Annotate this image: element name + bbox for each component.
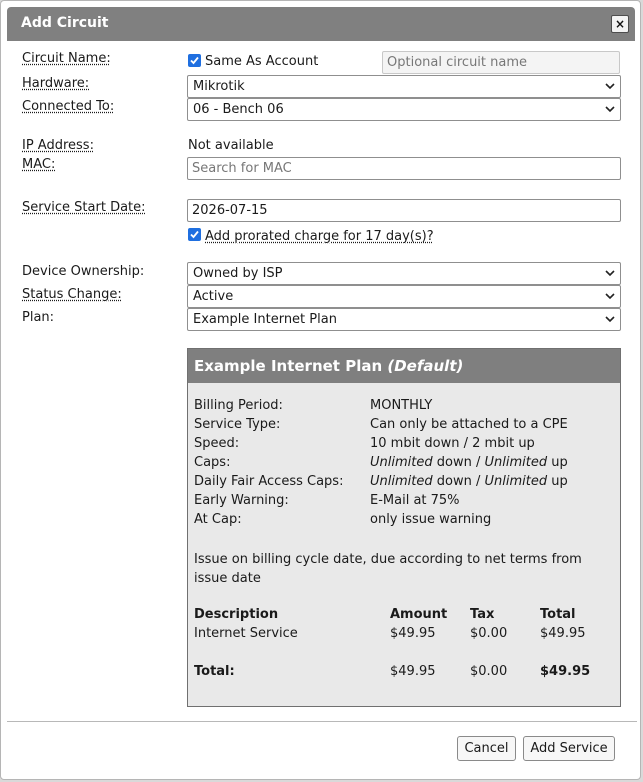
add-service-button[interactable]: Add Service <box>523 736 615 761</box>
table-cell-description: Internet Service <box>194 626 298 641</box>
plan-details-panel <box>187 348 621 707</box>
caps-down-unlimited: Unlimited <box>370 455 433 470</box>
plan-select[interactable] <box>187 308 621 331</box>
status-change-select[interactable] <box>187 285 621 308</box>
daily-up: up <box>551 474 568 489</box>
caps-up-unlimited: Unlimited <box>484 455 548 470</box>
table-cell-amount: $49.95 <box>390 626 436 641</box>
close-button[interactable] <box>611 15 629 33</box>
table-header-tax: Tax <box>470 607 495 622</box>
caps-down-sep: down / <box>436 455 481 470</box>
daily-down-sep: down / <box>436 474 481 489</box>
chevron-down-icon <box>604 103 616 115</box>
circuit-name-input[interactable] <box>382 51 620 74</box>
mac-placeholder: Search for MAC <box>192 161 292 176</box>
early-warning-value: E-Mail at 75% <box>370 493 460 508</box>
chevron-down-icon <box>604 267 616 279</box>
device-ownership-value: Owned by ISP <box>193 266 283 281</box>
total-row-label: Total: <box>194 664 235 679</box>
hardware-label: Hardware: <box>22 76 90 91</box>
caps-label: Caps: <box>194 455 231 470</box>
caps-up: up <box>551 455 568 470</box>
caps-value <box>370 455 568 470</box>
circuit-name-placeholder: Optional circuit name <box>387 55 528 70</box>
speed-value: 10 mbit down / 2 mbit up <box>370 436 535 451</box>
device-ownership-label: Device Ownership: <box>22 264 145 279</box>
same-as-account-label[interactable]: Same As Account <box>205 54 319 69</box>
daily-caps-value <box>370 474 568 489</box>
early-warning-label: Early Warning: <box>194 493 289 508</box>
mac-search-input[interactable] <box>187 157 621 180</box>
table-header-amount: Amount <box>390 607 448 622</box>
same-as-account-checkbox[interactable] <box>188 54 201 67</box>
hardware-value: Mikrotik <box>193 79 245 94</box>
prorated-charge-label[interactable]: Add prorated charge for 17 day(s)? <box>205 229 434 244</box>
chevron-down-icon <box>604 80 616 92</box>
service-start-date-input[interactable] <box>187 199 621 222</box>
daily-caps-label: Daily Fair Access Caps: <box>194 474 344 489</box>
plan-details-header <box>188 349 620 383</box>
daily-up-unlimited: Unlimited <box>484 474 548 489</box>
table-header-total: Total <box>540 607 576 622</box>
billing-note: Issue on billing cycle date, due according to net terms from issue date <box>194 552 582 586</box>
footer-divider <box>7 721 637 722</box>
device-ownership-select[interactable] <box>187 262 621 285</box>
checkmark-icon <box>189 55 200 66</box>
total-row-tax: $0.00 <box>470 664 508 679</box>
at-cap-label: At Cap: <box>194 512 242 527</box>
cancel-button[interactable]: Cancel <box>457 736 516 761</box>
dialog-title: Add Circuit <box>21 15 109 31</box>
connected-to-label: Connected To: <box>22 99 115 114</box>
at-cap-value: only issue warning <box>370 512 492 527</box>
service-type-value: Can only be attached to a CPE <box>370 417 568 432</box>
plan-value: Example Internet Plan <box>193 312 337 327</box>
dialog-titlebar[interactable] <box>7 7 635 41</box>
service-start-date-label: Service Start Date: <box>22 200 146 215</box>
service-type-label: Service Type: <box>194 417 281 432</box>
table-cell-total: $49.95 <box>540 626 586 641</box>
hardware-select[interactable] <box>187 75 621 98</box>
chevron-down-icon <box>604 313 616 325</box>
close-icon: × <box>614 17 626 31</box>
prorated-charge-checkbox[interactable] <box>188 228 201 241</box>
status-change-value: Active <box>193 289 234 304</box>
checkmark-icon <box>189 229 200 240</box>
plan-default-tag: (Default) <box>387 357 464 375</box>
status-change-label: Status Change: <box>22 287 122 302</box>
service-start-date-value: 2026-07-15 <box>192 203 268 218</box>
circuit-name-label: Circuit Name: <box>22 51 111 66</box>
billing-period-label: Billing Period: <box>194 398 283 413</box>
plan-label: Plan: <box>22 310 55 325</box>
billing-period-value: MONTHLY <box>370 398 433 413</box>
mac-label: MAC: <box>22 157 56 172</box>
total-row-amount: $49.95 <box>390 664 436 679</box>
total-row-total: $49.95 <box>540 664 591 679</box>
chevron-down-icon <box>604 290 616 302</box>
plan-name: Example Internet Plan <box>194 357 383 375</box>
speed-label: Speed: <box>194 436 240 451</box>
ip-address-value: Not available <box>188 138 274 153</box>
connected-to-select[interactable] <box>187 98 621 121</box>
ip-address-label: IP Address: <box>22 138 94 153</box>
daily-down-unlimited: Unlimited <box>370 474 433 489</box>
table-header-description: Description <box>194 607 279 622</box>
connected-to-value: 06 - Bench 06 <box>193 102 284 117</box>
table-cell-tax: $0.00 <box>470 626 508 641</box>
